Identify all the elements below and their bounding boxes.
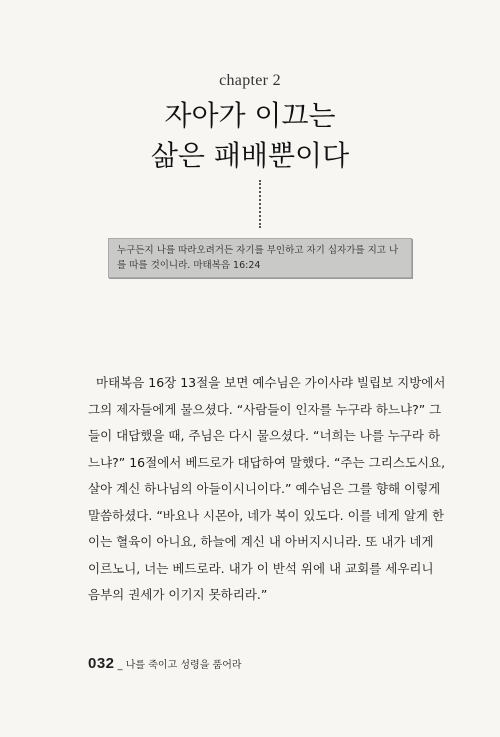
chapter-label: chapter 2 [219, 72, 281, 89]
body-line: 말씀하셨다. “바요나 시몬아, 네가 복이 있도다. 이를 네게 알게 한 [88, 507, 445, 523]
body-line: 살아 계신 하나님의 아들이시니이다.” 예수님은 그를 향해 이렇게 [88, 481, 441, 496]
book-title: 나를 죽이고 성령을 품어라 [125, 660, 242, 671]
chapter-title-line-1: 자아가 이끄는 [164, 99, 336, 132]
body-line: 이르노니, 너는 베드로라. 내가 이 반석 위에 내 교회를 세우리니 [88, 560, 434, 576]
epigraph-box [108, 238, 412, 278]
body-paragraph [88, 370, 460, 609]
page-footer [88, 655, 242, 672]
epigraph-line-1: 누구든지 나를 따라오려거든 자기를 부인하고 자기 십자가를 지고 나 [117, 245, 399, 256]
chapter-title [0, 96, 500, 176]
epigraph-line-2: 를 따를 것이니라. 마태복음 16:24 [117, 260, 261, 271]
page-number: 032 [88, 655, 115, 672]
body-line: 들이 대답했을 때, 주님은 다시 물으셨다. “너희는 나를 누구라 하 [88, 428, 441, 443]
chapter-title-line-2: 삶은 패배뿐이다 [150, 139, 350, 172]
body-line: 음부의 권세가 이기지 못하리라.” [88, 587, 268, 602]
dotted-divider [259, 180, 261, 228]
body-line: 그의 제자들에게 물으셨다. “사람들이 인자를 누구라 하느냐?” 그 [88, 401, 442, 417]
body-line: 이는 혈육이 아니요, 하늘에 계신 내 아버지시니라. 또 내가 네게 [88, 534, 434, 549]
body-line: 느냐?” 16절에서 베드로가 대답하여 말했다. “주는 그리스도시요, [88, 454, 446, 470]
footer-separator: _ [117, 660, 123, 671]
body-line: 마태복음 16장 13절을 보면 예수님은 가이사랴 빌립보 지방에서 [96, 375, 446, 390]
